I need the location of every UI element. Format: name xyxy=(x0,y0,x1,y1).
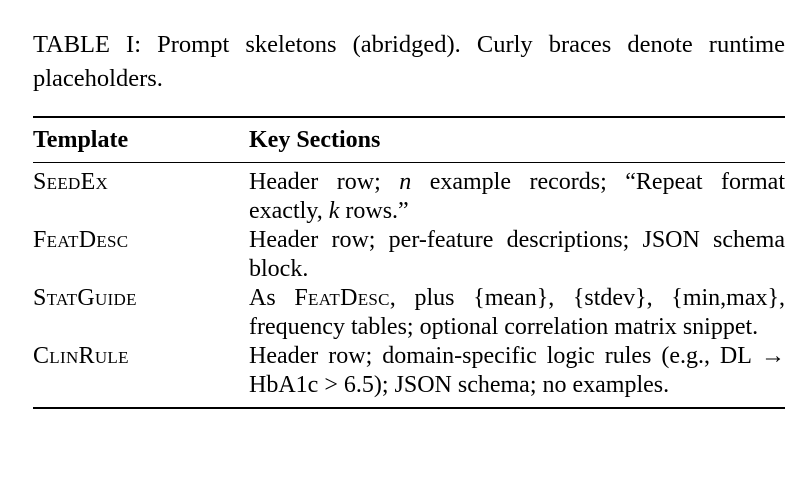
key-sections-template-ref: FeatDesc xyxy=(294,285,390,311)
table-row xyxy=(33,342,785,400)
table-row xyxy=(33,168,785,226)
table-header-row xyxy=(33,118,785,162)
template-name: StatGuide xyxy=(33,285,137,311)
key-sections-variable: n xyxy=(399,169,412,195)
key-sections xyxy=(249,284,785,342)
key-sections-text: Header row; xyxy=(249,169,400,195)
key-sections-text: example records; “Repeat format exactly, xyxy=(249,169,785,224)
template-name: ClinRule xyxy=(33,343,129,369)
table-row xyxy=(33,226,785,284)
table-caption: TABLE I: Prompt skeletons (abridged). Curly braces denote runtime placeholders. xyxy=(33,31,785,92)
template-name: FeatDesc xyxy=(33,227,129,253)
key-sections-variable: k xyxy=(328,198,340,224)
header-template: Template xyxy=(33,126,129,153)
prompt-skeletons-table xyxy=(33,116,785,409)
header-key-sections: Key Sections xyxy=(249,126,381,153)
key-sections: Header row; domain-specific logic rules (e.g., DL → HbA1c > 6.5); JSON schema; no examples. xyxy=(249,343,785,398)
key-sections-text: As xyxy=(249,285,295,311)
bottom-rule xyxy=(33,407,785,409)
table-row xyxy=(33,284,785,342)
key-sections-text: rows.” xyxy=(339,198,409,224)
key-sections: Header row; per-feature descriptions; JSON schema block. xyxy=(249,227,785,282)
key-sections-text: , plus {mean}, {stdev}, {min,max}, frequency tables; optional correlation matrix snippet. xyxy=(249,285,785,340)
key-sections xyxy=(249,168,785,226)
table-body xyxy=(33,163,785,407)
template-name: SeedEx xyxy=(33,169,109,195)
